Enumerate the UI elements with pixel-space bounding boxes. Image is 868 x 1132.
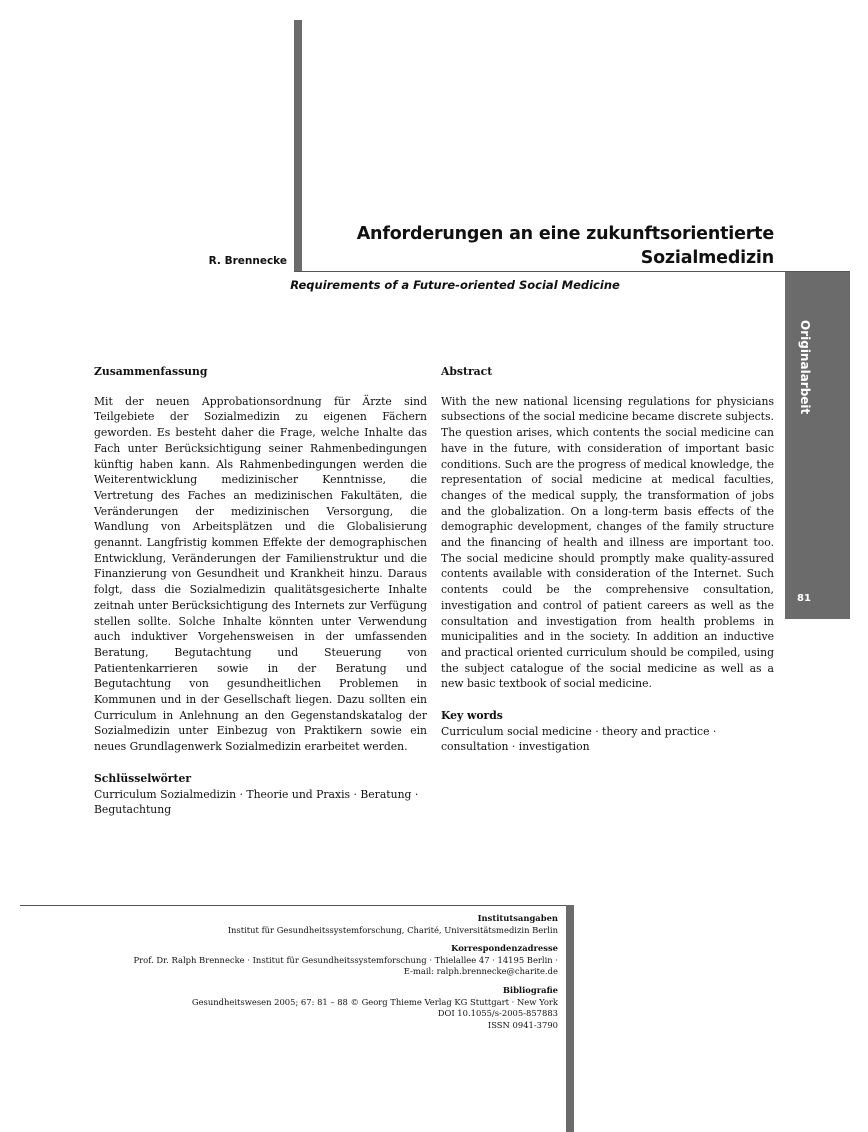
english-abstract-body: With the new national licensing regulations for physicians subsections of the social medicine became discrete subjects. The question arises, which contents the social medicine can have in the future, with consideration of important basic conditions. Such are the progress of medical knowledge, the representation of social medicine at medical faculties, changes of the medical supply, the transformation of jobs and the globalization. On a long-term basis effects of the demographic development, changes of the family structure and the financing of health and illness are important too. The social medicine should promptly make quality-assured contents available with consideration of the Internet. Such contents could be the comprehensive consultation, investigation and control of patient careers as well as the consultation and investigation from health problems in municipalities and in the society. In addition an inductive and practical oriented curriculum should be compiled, using the subject catalogue of the social medicine as well as a new basic textbook of social medicine. bbox=[441, 394, 774, 691]
doi: DOI 10.1055/s-2005-857883 bbox=[437, 1008, 558, 1019]
title-line-1: Anforderungen an eine zukunftsorientierte bbox=[356, 224, 774, 244]
institute-text: Institut für Gesundheitssystemforschung, Charité, Universitätsmedizin Berlin bbox=[227, 924, 558, 935]
article-footer bbox=[60, 913, 558, 1031]
title-line-2: Sozialmedizin bbox=[640, 248, 774, 268]
section-label: Originalarbeit bbox=[798, 320, 812, 415]
english-abstract-heading: Abstract bbox=[441, 365, 493, 378]
german-abstract-heading: Zusammenfassung bbox=[94, 365, 208, 378]
footer-vertical-bar bbox=[566, 905, 574, 1132]
title-rule bbox=[294, 271, 850, 272]
footer-rule bbox=[20, 905, 572, 906]
article-title bbox=[330, 222, 774, 270]
section-side-tab bbox=[785, 272, 850, 619]
english-abstract-column bbox=[441, 364, 774, 755]
german-abstract-body: Mit der neuen Approbationsordnung für Ärzte sind Teilgebiete der Sozialmedizin zu eigenen Fächern geworden. Es besteht daher die Frage, welche Inhalte das Fach unter Berücksichtigung seiner Rahmenbedingungen künftig haben kann. Als Rahmenbedingungen werden die Weiterentwicklung medizinischer Kenntnisse, die Vertretung des Faches an medizinischen Fakultäten, die Veränderungen der medizinischen Versorgung, die Wandlung von Arbeitsplätzen und die Globalisierung genannt. Langfristig kommen Effekte der demographischen Entwicklung, Veränderungen der Familienstruktur und die Finanzierung von Gesundheit und Krankheit hinzu. Daraus folgt, dass die Sozialmedizin qualitätsgesicherte Inhalte zeitnah unter Berücksichtigung des Internets zur Verfügung stellen sollte. Solche Inhalte könnten unter Verwendung auch induktiver Vorgehensweisen in der umfassenden Beratung, Begutachtung und Steuerung von Patientenkarrieren sowie in der Beratung und Begutachtung von gesundheitlichen Problemen in Kommunen und in der Gesellschaft liegen. Dazu sollten ein Curriculum in Anlehnung an den Gegenstandskatalog der Sozialmedizin unter Einbezug von Praktikern sowie ein neues Grundlagenwerk Sozialmedizin erarbeitet werden. bbox=[94, 394, 427, 754]
english-title: Requirements of a Future-oriented Social Medicine bbox=[290, 278, 620, 292]
german-abstract-column bbox=[94, 364, 427, 818]
correspondence-email: E-mail: ralph.brennecke@charite.de bbox=[403, 966, 558, 977]
correspondence-line-1: Prof. Dr. Ralph Brennecke · Institut für Gesundheitssystemforschung · Thielallee 47 · 14195 Berlin · bbox=[133, 954, 558, 965]
english-keywords: Curriculum social medicine · theory and practice · consultation · investigation bbox=[441, 724, 717, 754]
institute-heading: Institutsangaben bbox=[477, 913, 558, 923]
bibliography-heading: Bibliografie bbox=[502, 984, 558, 995]
english-keywords-heading: Key words bbox=[441, 709, 503, 723]
correspondence-heading: Korrespondenzadresse bbox=[451, 943, 558, 954]
issn: ISSN 0941-3790 bbox=[487, 1019, 558, 1030]
bibliography-line: Gesundheitswesen 2005; 67: 81 – 88 © Georg Thieme Verlag KG Stuttgart · New York bbox=[191, 996, 558, 1007]
german-keywords: Curriculum Sozialmedizin · Theorie und Praxis · Beratung · Begutachtung bbox=[94, 787, 419, 817]
author-name: R. Brennecke bbox=[208, 255, 287, 267]
page-number: 81 bbox=[797, 593, 811, 604]
german-keywords-heading: Schlüsselwörter bbox=[94, 771, 192, 785]
header-vertical-bar bbox=[294, 20, 302, 272]
